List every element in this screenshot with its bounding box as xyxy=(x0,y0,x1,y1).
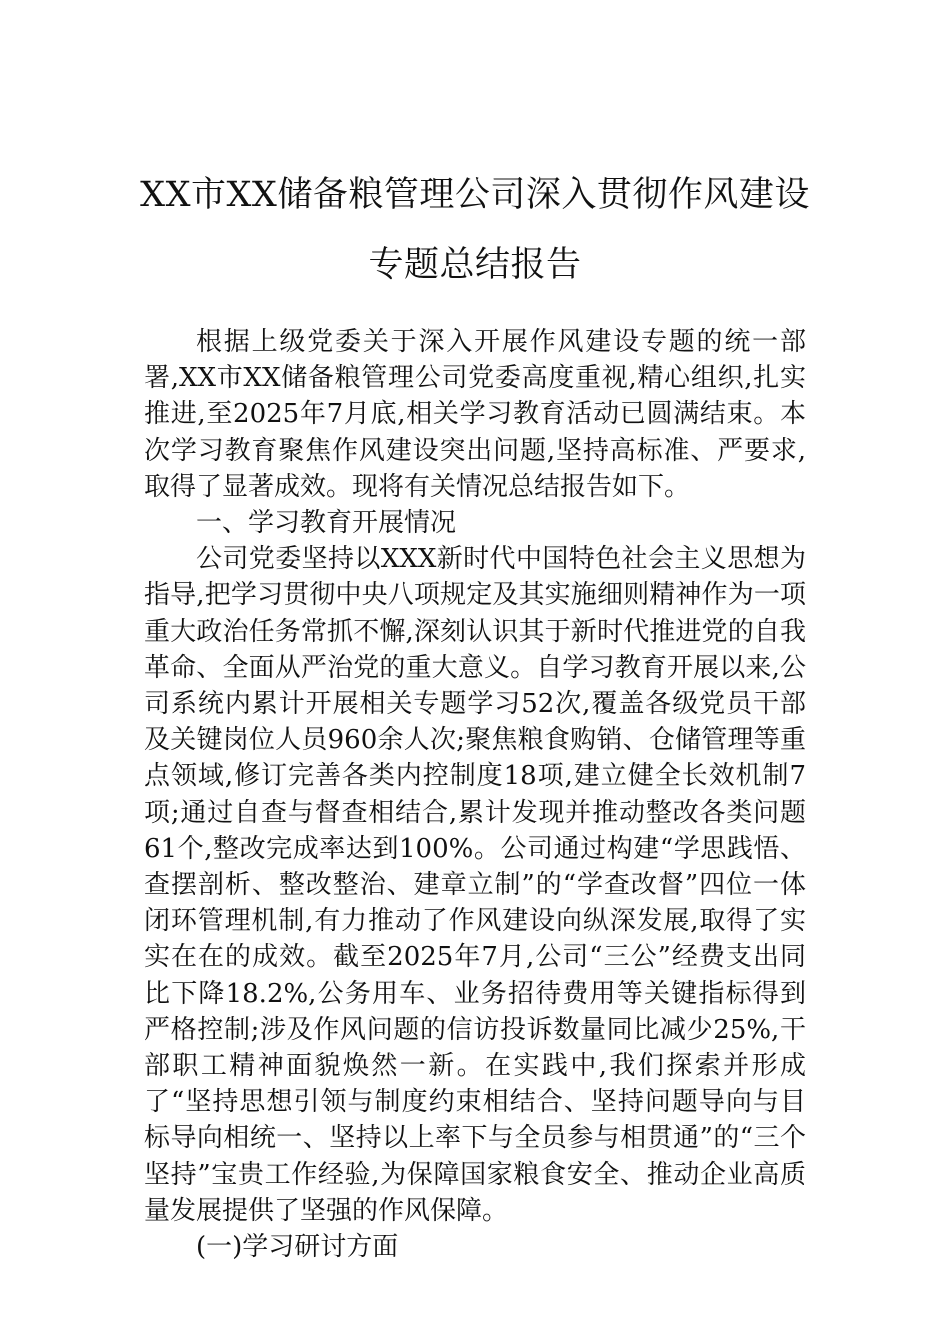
document-body xyxy=(144,324,806,1265)
subsection-heading-1: (一)学习研讨方面 xyxy=(196,1232,399,1263)
paragraph-section-1: 公司党委坚持以XXX新时代中国特色社会主义思想为指导,把学习贯彻中央八项规定及其实施细则精神作为一项重大政治任务常抓不懈,深刻认识其于新时代推进党的自我革命、全面从严治党的重大意义。自学习教育开展以来,公司系统内累计开展相关专题学习52次,覆盖各级党员干部及关键岗位人员960余人次;聚焦粮食购销、仓储管理等重点领域,修订完善各类内控制度18项,建立健全长效机制7项;通过自查与督查相结合,累计发现并推动整改各类问题61个,整改完成率达到100%。公司通过构建“学思践悟、查摆剖析、整改整治、建章立制”的“学查改督”四位一体闭环管理机制,有力推动了作风建设向纵深发展,取得了实实在在的成效。截至2025年7月,公司“三公”经费支出同比下降18.2%,公务用车、业务招待费用等关键指标得到严格控制;涉及作风问题的信访投诉数量同比减少25%,干部职工精神面貌焕然一新。在实践中,我们探索并形成了“坚持思想引领与制度约束相结合、坚持问题导向与目标导向相统一、坚持以上率下与全员参与相贯通”的“三个坚持”宝贵工作经验,为保障国家粮食安全、推动企业高质量发展提供了坚强的作风保障。 xyxy=(144,544,806,1226)
section-heading-1: 一、学习教育开展情况 xyxy=(196,508,457,539)
paragraph-intro: 根据上级党委关于深入开展作风建设专题的统一部署,XX市XX储备粮管理公司党委高度重视,精心组织,扎实推进,至2025年7月底,相关学习教育活动已圆满结束。本次学习教育聚焦作风建设突出问题,坚持高标准、严要求,取得了显著成效。现将有关情况总结报告如下。 xyxy=(144,327,806,502)
document-title: XX市XX储备粮管理公司深入贯彻作风建设专题总结报告 xyxy=(140,175,810,285)
